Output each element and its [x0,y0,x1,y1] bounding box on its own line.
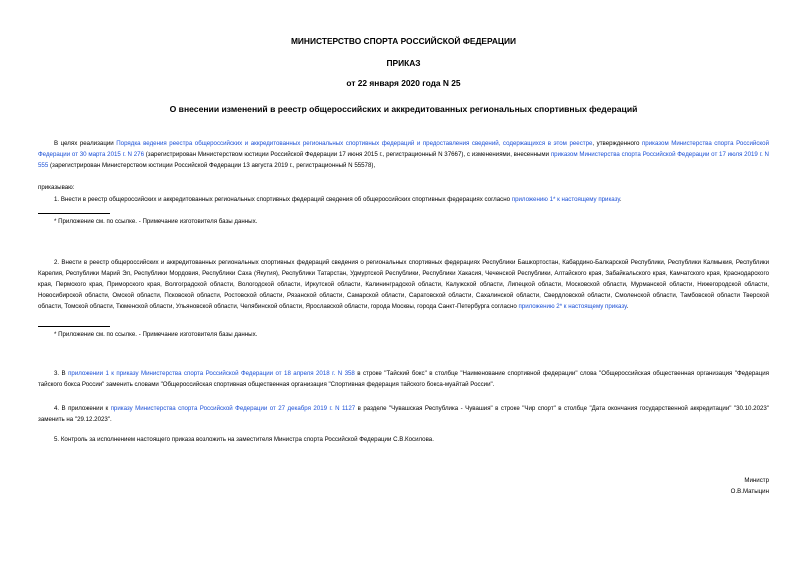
item-1-end: . [619,196,622,203]
item-5-paragraph: 5. Контроль за исполнением настоящего приказа возложить на заместителя Министра спорта Российской Федерации С.В.Косилова. [54,436,434,443]
item-2-end: . [626,303,629,311]
appendix-2-link[interactable]: приложению 2* к настоящему приказу [518,303,627,311]
preamble-text-1: В целях реализации [54,140,117,147]
item-3-rest: в строке "Тайский бокс" в столбце "Наименование спортивной федерации" слова "Общероссийская общественная организация "Федерация тайского бокса России" заменить словами "Общероссийская спортивная общественная организация "Спортивная федерация тайского бокса-муайтай России". [38,370,769,389]
order-276-link[interactable]: приказом Министерства спорта Российской Федерации от 30 марта 2015 г. N 276 [38,140,769,159]
date-number: от 22 января 2020 года N 25 [346,78,461,88]
item-4-paragraph [38,403,769,425]
footnote-divider [38,326,110,327]
appendix-order-358-link[interactable]: приложении 1 к приказу Министерства спорта Российской Федерации от 18 апреля 2018 г. N 358 [68,370,355,377]
signature-name: О.В.Матыцин [730,488,769,495]
item-2-paragraph [38,257,769,312]
item-1-text: 1. Внести в реестр общероссийских и аккредитованных региональных спортивных федераций сведения об общероссийских спортивных федерациях согласно [54,196,512,203]
procedure-link[interactable]: Порядка ведения реестра общероссийских и аккредитованных региональных спортивных федераций и предоставления сведений, содержащихся в этом реестре [116,140,593,147]
signature-position: Министр [744,477,769,484]
item-2-text: 2. Внести в реестр общероссийских и аккредитованных региональных спортивных федераций сведения о региональных спортивных федерациях Республики Башкортостан, Кабардино-Балкарской Республики, Республики Калмыкия, Республики Карелия, Республики Марий Эл, Республики Мордовия, Республики Саха (Якутия), Республики Татарстан, Удмуртской Республики, Республики Хакасия, Чеченской Республики, Алтайского края, Забайкальского края, Камчатского края, Краснодарского края, Пермского края, Приморского края, Волгоградской области, Вологодской области, Иркутской области, Калининградской области, Калужской области, Липецкой области, Московской области, Мурманской области, Нижегородской области, Новосибирской области, Омской области, Псковской области, Ростовской области, Рязанской области, Самарской области, Саратовской области, Сахалинской области, Свердловской области, Смоленской области, Тамбовской области Тверской области, Томской области, Тюменской области, Ульяновской области, Челябинской области, Ярославской области, города Москвы, города Санкт-Петербурга согласно [38,259,769,311]
order-1127-link[interactable]: приказу Министерства спорта Российской Федерации от 27 декабря 2019 г. N 1127 [110,405,356,412]
item-4-rest: в разделе "Чувашская Республика - Чувашия" в строке "Чир спорт" в столбце "Дата окончания государственной аккредитации" "30.10.2023" заменить на "29.12.2023". [38,405,769,424]
order-word: приказываю: [38,184,75,191]
document-title: О внесении изменений в реестр общероссийских и аккредитованных региональных спортивных федераций [169,104,638,114]
preamble-text-3: (зарегистрирован Министерством юстиции Российской Федерации 17 июня 2015 г., регистрационный N 37667), с изменениями, внесенными [144,151,551,159]
preamble-text-2: , утвержденного [592,140,642,147]
document-type: ПРИКАЗ [386,58,421,68]
order-555-link[interactable]: приказом Министерства спорта Российской Федерации от 17 июля 2019 г. N 555 [38,151,769,170]
item-1-paragraph [38,194,769,205]
appendix-1-link[interactable]: приложению 1* к настоящему приказу [511,196,620,203]
footnote-2: * Приложение см. по ссылке. - Примечание изготовителя базы данных. [54,331,258,338]
footnote-divider [38,213,110,214]
item-3-text: 3. В [54,370,69,377]
ministry-heading: МИНИСТЕРСТВО СПОРТА РОССИЙСКОЙ ФЕДЕРАЦИИ [290,36,517,46]
item-4-text: 4. В приложении к [54,405,111,412]
preamble-paragraph [38,138,769,171]
preamble-text-4: (зарегистрирован Министерством юстиции Российской Федерации 13 августа 2019 г., регистрационный N 55578), [48,162,376,170]
item-3-paragraph [38,368,769,390]
footnote-1: * Приложение см. по ссылке. - Примечание изготовителя базы данных. [54,218,258,225]
